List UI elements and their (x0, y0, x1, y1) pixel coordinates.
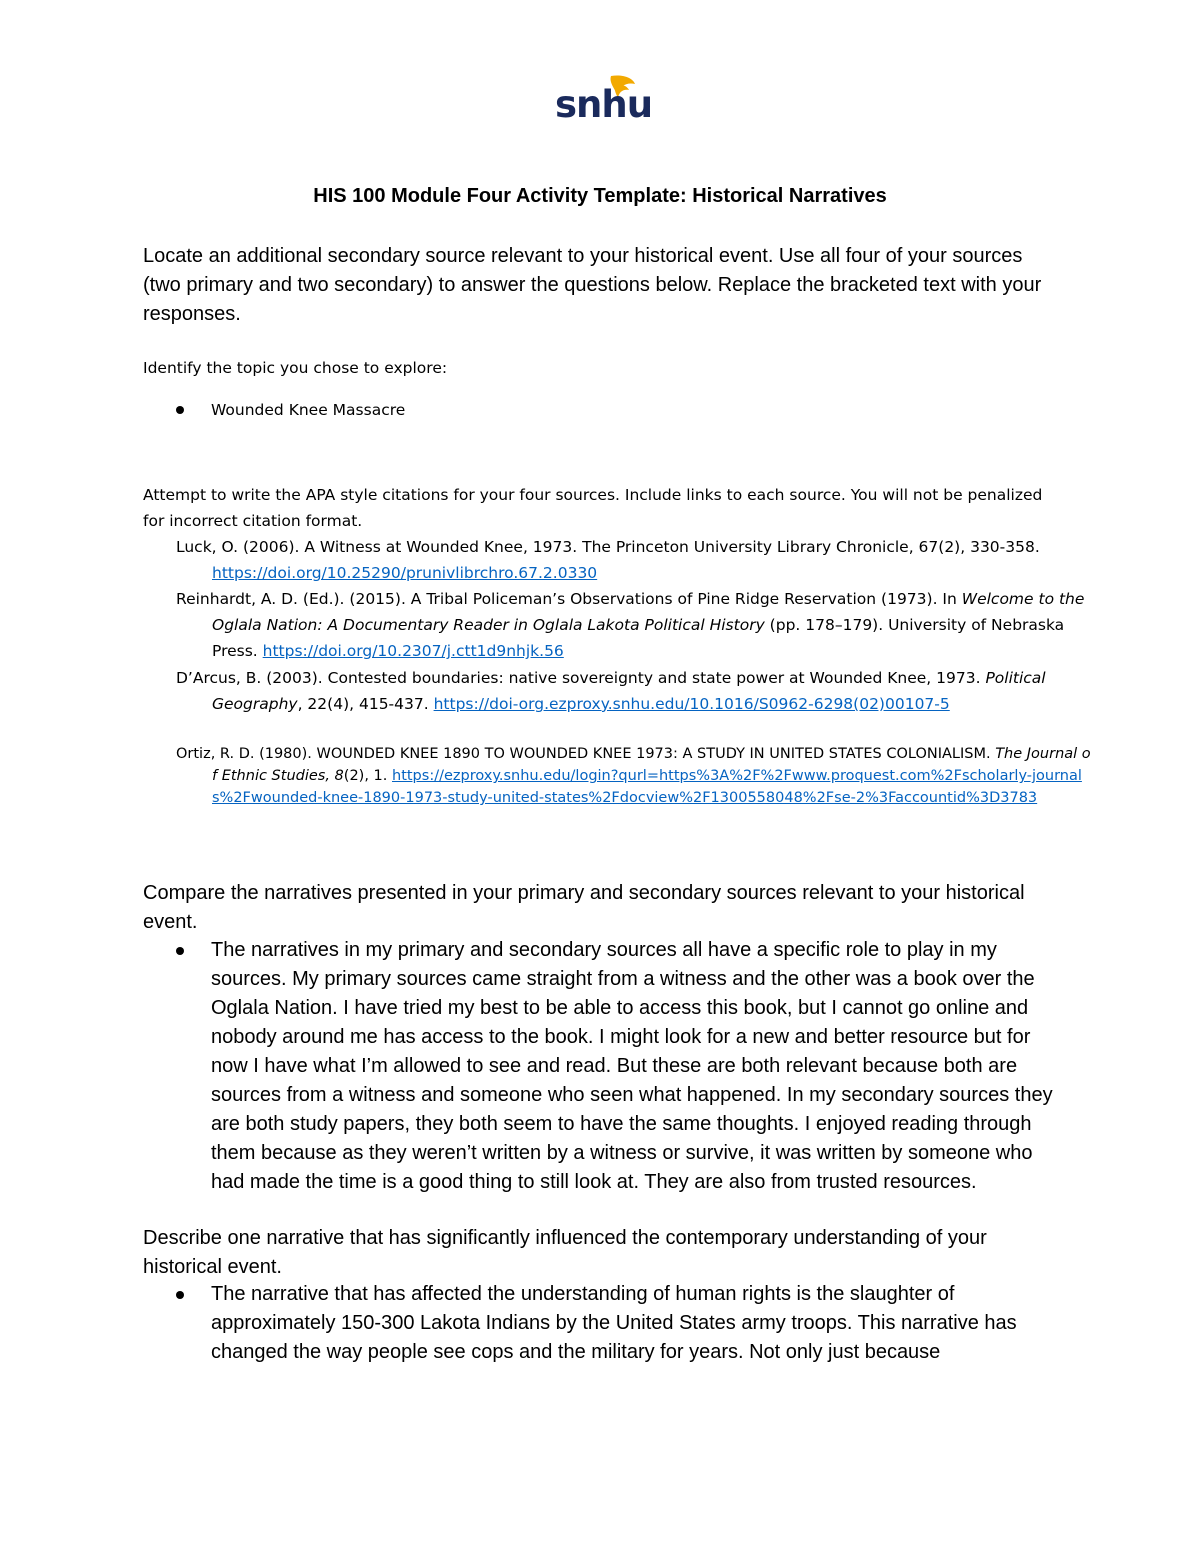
citation-text: Ortiz, R. D. (1980). WOUNDED KNEE 1890 TO WOUNDED KNEE 1973: A STUDY IN UNITED STATES COLONIALISM. (176, 746, 996, 762)
citation-link[interactable]: https://doi.org/10.25290/prunivlibrchro.67.2.0330 (212, 564, 598, 582)
question-1: Compare the narratives presented in your primary and secondary sources relevant to your historical event. (143, 882, 1025, 933)
bullet-icon (176, 947, 184, 955)
logo-wordmark: snhu (555, 83, 653, 126)
citation-text: (pp. 178–179). University of Nebraska Press. (212, 616, 1065, 660)
citation-item (176, 534, 1092, 586)
citation-item (176, 743, 1092, 809)
citation-italic: The Journal of Ethnic Studies, 8 (212, 746, 1091, 784)
topic-bullet (143, 397, 1063, 423)
topic-text: Wounded Knee Massacre (211, 401, 406, 419)
page-title: HIS 100 Module Four Activity Template: Historical Narratives (313, 185, 887, 207)
intro-paragraph: Locate an additional secondary source relevant to your historical event. Use all four of your sources (two primary and two secondary) to answer the questions below. Replace the bracketed text with your responses. (143, 245, 1042, 325)
answer-1: The narratives in my primary and secondary sources all have a specific role to play in my sources. My primary sources came straight from a witness and the other was a book over the Oglala Nation. I have tried my best to be able to access this book, but I cannot go online and nobody around me has access to the book. I might look for a new and better resource but for now I have what I’m allowed to see and read. But these are both relevant because both are sources from a witness and someone who seen what happened. In my secondary sources they are both study papers, they both seem to have the same thoughts. I enjoyed reading through them because as they weren’t written by a witness or survive, it was written by someone who had made the time is a good thing to still look at. They are also from trusted resources. (211, 939, 1053, 1193)
citation-text: Reinhardt, A. D. (Ed.). (2015). A Tribal Policeman’s Observations of Pine Ridge Reservation (1973). In (176, 590, 962, 608)
citation-link[interactable]: https://doi.org/10.2307/j.ctt1d9nhjk.56 (262, 642, 564, 660)
bullet-icon (176, 406, 184, 414)
citation-italic: Welcome to the Oglala Nation: A Documentary Reader in Oglala Lakota Political History (212, 590, 1085, 634)
citation-text: D’Arcus, B. (2003). Contested boundaries: native sovereignty and state power at Wounded Knee, 1973. (176, 669, 986, 687)
citation-text: (2), 1. (343, 768, 392, 784)
citation-text: , 22(4), 415-437. (297, 695, 434, 713)
bullet-icon (176, 1291, 184, 1299)
topic-prompt: Identify the topic you chose to explore: (143, 359, 448, 377)
citation-item (176, 586, 1092, 664)
question-2: Describe one narrative that has significantly influenced the contemporary understanding of your historical event. (143, 1227, 987, 1278)
citation-text: Luck, O. (2006). A Witness at Wounded Knee, 1973. The Princeton University Library Chronicle, 67(2), 330-358. (176, 538, 1040, 556)
snhu-logo (553, 74, 653, 134)
citation-link[interactable]: https://doi-org.ezproxy.snhu.edu/10.1016/S0962-6298(02)00107-5 (433, 695, 950, 713)
answer-2: The narrative that has affected the understanding of human rights is the slaughter of approximately 150-300 Lakota Indians by the United States army troops. This narrative has changed the way people see cops and the military for years. Not only just because (211, 1283, 1017, 1363)
citation-link[interactable]: https://ezproxy.snhu.edu/login?qurl=https%3A%2F%2Fwww.proquest.com%2Fscholarly-journals%2Fwounded-knee-1890-1973-study-united-states%2Fdocview%2F1300558048%2Fse-2%3Faccountid%3D3783 (212, 768, 1082, 806)
citation-prompt: Attempt to write the APA style citations for your four sources. Include links to each source. You will not be penalized for incorrect citation format. (143, 486, 1043, 530)
citation-italic: Political Geography (212, 669, 1046, 713)
citation-item (176, 665, 1092, 717)
